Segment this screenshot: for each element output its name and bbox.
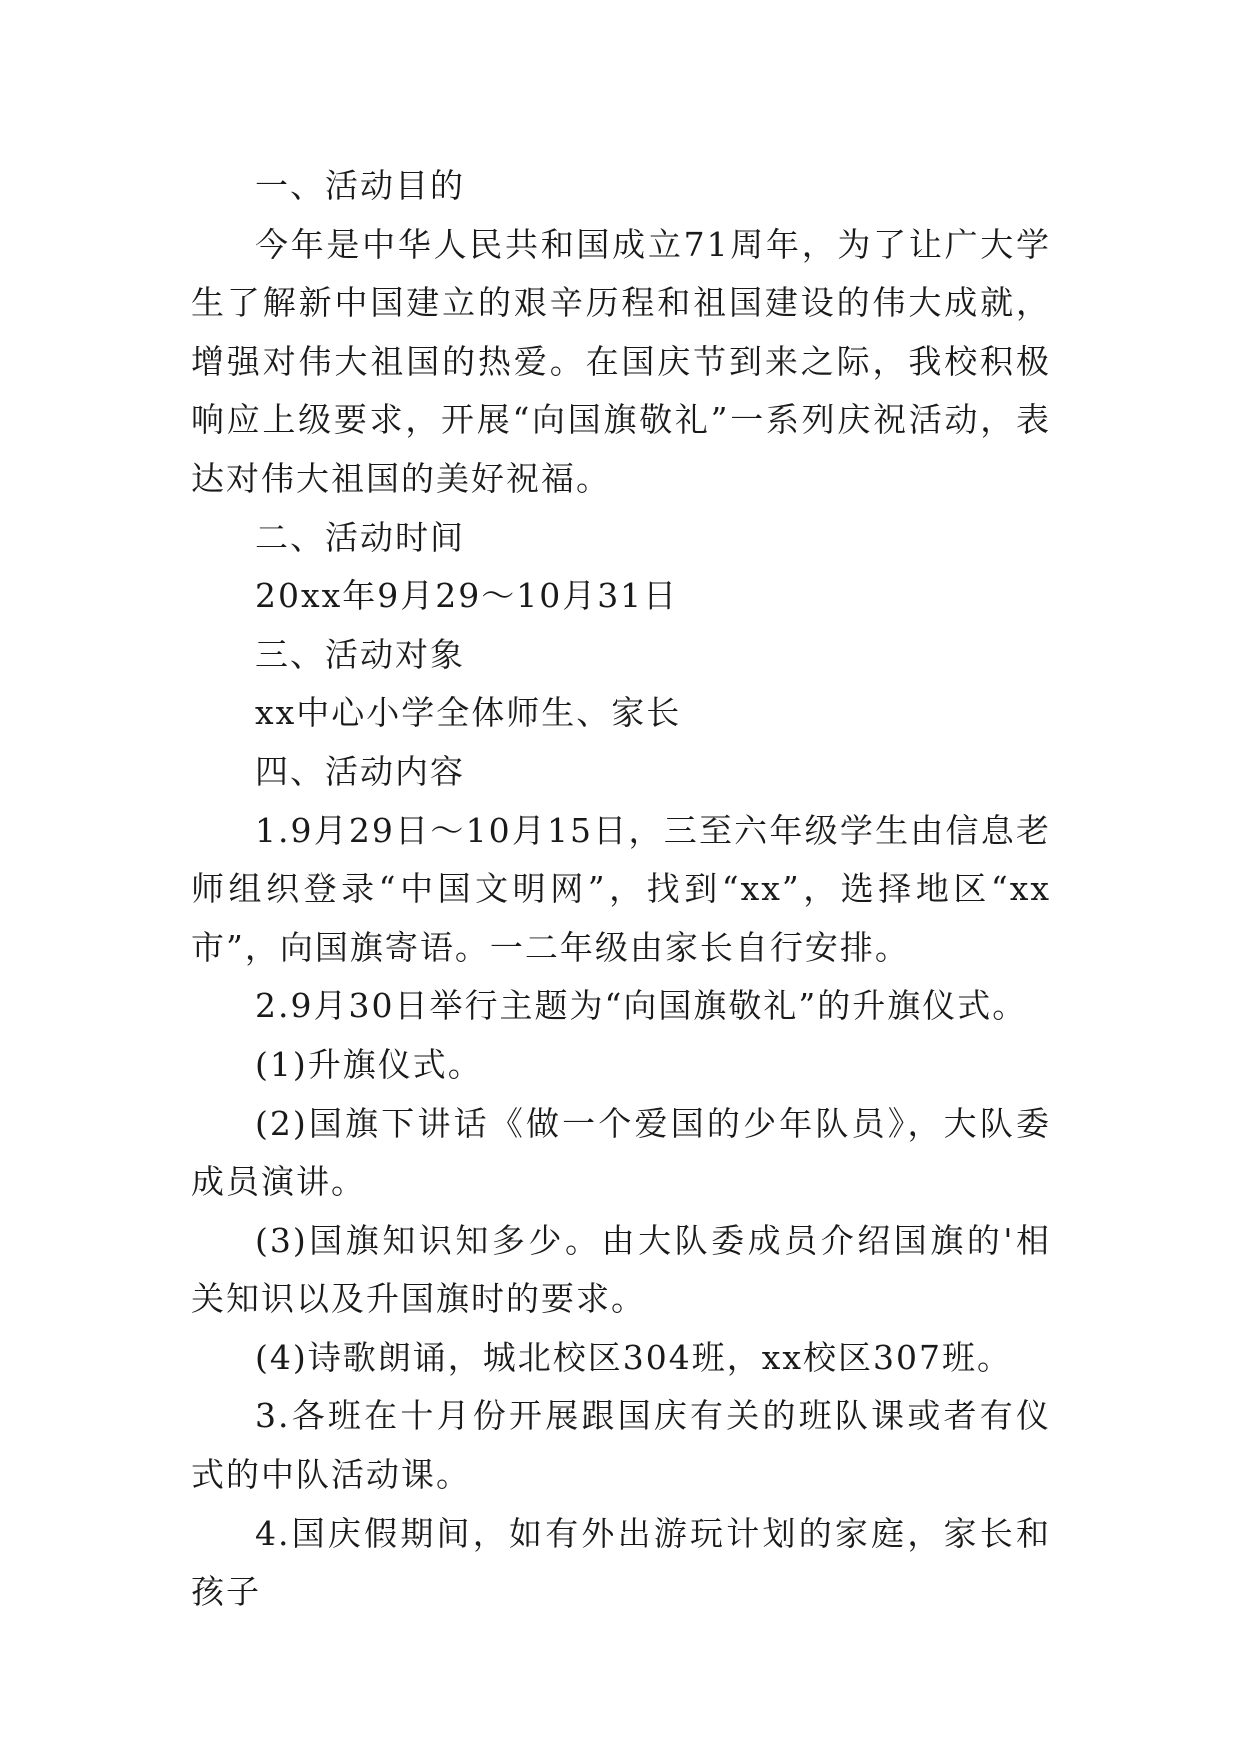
list-item-3: 3.各班在十月份开展跟国庆有关的班队课或者有仪式的中队活动课。: [191, 1396, 1051, 1495]
section-heading-purpose: 一、活动目的: [255, 166, 465, 205]
list-item-1: 1.9月29日～10月15日，三至六年级学生由信息老师组织登录“中国文明网”，找到“xx”，选择地区“xx市”，向国旗寄语。一二年级由家长自行安排。: [191, 810, 1051, 967]
section-heading-content: 四、活动内容: [255, 751, 465, 791]
list-item-2: 2.9月30日举行主题为“向国旗敬礼”的升旗仪式。: [255, 986, 1028, 1026]
document-body: [191, 157, 1051, 1622]
list-item-4: 4.国庆假期间，如有外出游玩计划的家庭，家长和孩子: [191, 1513, 1051, 1612]
sub-item-2: (2)国旗下讲话《做一个爱国的少年队员》，大队委成员演讲。: [191, 1103, 1051, 1202]
paragraph-purpose: 今年是中华人民共和国成立71周年，为了让广大学生了解新中国建立的艰辛历程和祖国建设的伟大成就，增强对伟大祖国的热爱。在国庆节到来之际，我校积极响应上级要求，开展“向国旗敬礼”一系列庆祝活动，表达对伟大祖国的美好祝福。: [191, 224, 1051, 498]
sub-item-4: (4)诗歌朗诵，城北校区304班，xx校区307班。: [255, 1337, 1012, 1377]
sub-item-3: (3)国旗知识知多少。由大队委成员介绍国旗的'相关知识以及升国旗时的要求。: [191, 1220, 1051, 1319]
sub-item-1: (1)升旗仪式。: [255, 1044, 483, 1084]
section-heading-audience: 三、活动对象: [255, 634, 465, 674]
paragraph-time: 20xx年9月29～10月31日: [255, 576, 679, 616]
paragraph-audience: xx中心小学全体师生、家长: [255, 693, 682, 733]
section-heading-time: 二、活动时间: [255, 517, 465, 557]
